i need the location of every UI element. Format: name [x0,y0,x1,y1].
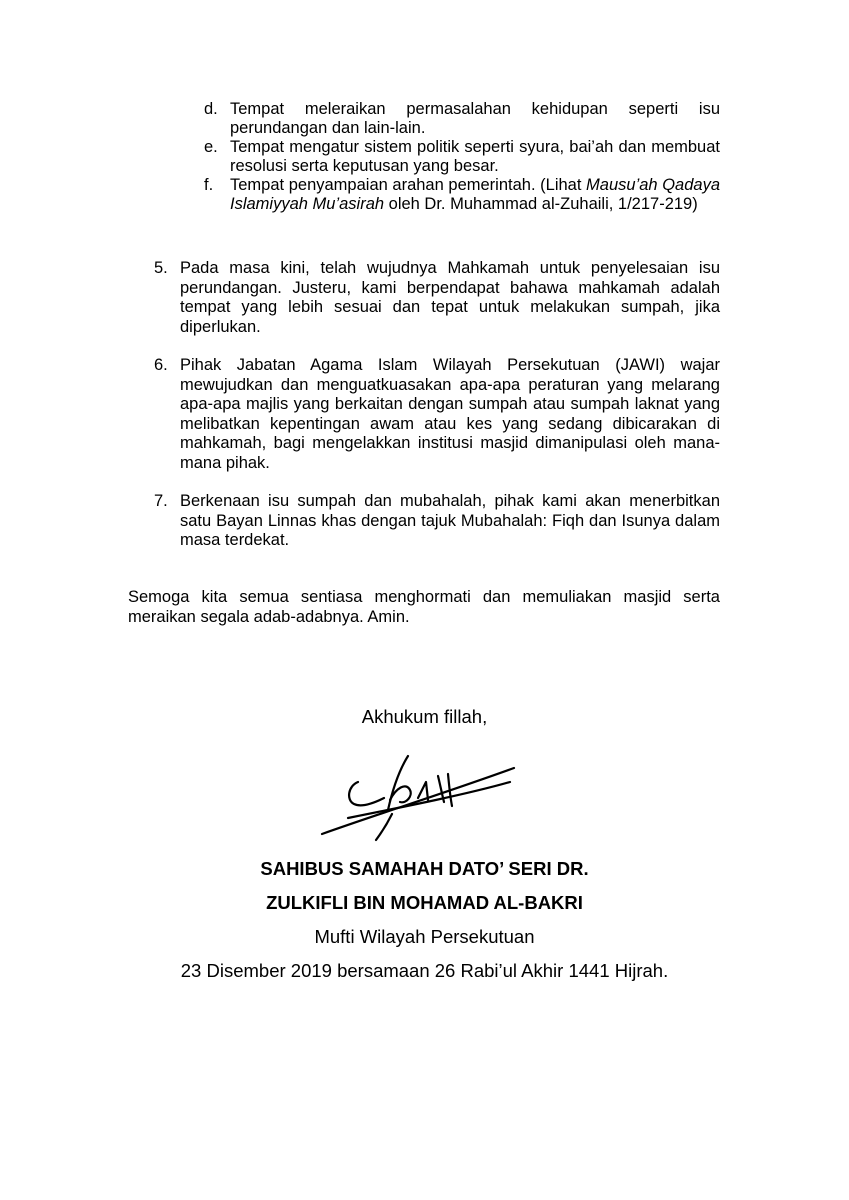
main-item-text: Pada masa kini, telah wujudnya Mahkamah untuk penyelesaian isu perundangan. Justeru, kami berpendapat bahawa mahkamah adalah tempat yang lebih sesuai dan tepat untuk melakukan sumpah, jika diperlukan. [180,259,720,336]
sub-item-text-tail: oleh Dr. Muhammad al-Zuhaili, 1/217-219) [384,195,698,213]
main-item-6 [154,356,720,473]
signature-icon [318,752,518,842]
main-item-text: Pihak Jabatan Agama Islam Wilayah Persekutuan (JAWI) wajar mewujudkan dan menguatkuasakan apa-apa peraturan yang melarang apa-apa majlis yang berkaitan dengan sumpah atau sumpah laknat yang melibatkan kepentingan awam atau kes yang sedang dibicarakan di mahkamah, bagi mengelakkan institusi masjid dimanipulasi oleh mana-mana pihak. [180,356,720,472]
sub-list [204,100,720,214]
salutation [0,706,849,728]
main-item-7 [154,492,720,551]
sub-item-f [204,176,720,214]
sub-item-text: Tempat mengatur sistem politik seperti syura, bai’ah dan membuat resolusi serta keputusan yang besar. [230,138,720,175]
signatory-position: Mufti Wilayah Persekutuan [314,926,535,947]
list-marker: 6. [154,356,168,374]
book-title: Mausu’ah Qadaya Islamiyyah Mu’asirah [230,176,720,213]
signatory-title: SAHIBUS SAMAHAH DATO’ SERI DR. [260,858,589,879]
main-item-text: Berkenaan isu sumpah dan mubahalah, pihak kami akan menerbitkan satu Bayan Linnas khas dengan tajuk Mubahalah: Fiqh dan Isunya dalam masa terdekat. [180,492,720,549]
list-marker: e. [204,138,218,156]
main-list [154,259,720,551]
signatory-name: ZULKIFLI BIN MOHAMAD AL-BAKRI [266,892,583,913]
list-marker: 5. [154,259,168,277]
main-item-5 [154,259,720,337]
salutation-text: Akhukum fillah, [361,706,488,727]
document-date: 23 Disember 2019 bersamaan 26 Rabi’ul Akhir 1441 Hijrah. [180,960,669,981]
sub-item-text: Tempat penyampaian arahan pemerintah. (Lihat [230,176,587,194]
sub-item-text: Tempat meleraikan permasalahan kehidupan seperti isu perundangan dan lain-lain. [230,100,720,137]
list-marker: d. [204,100,218,118]
sub-item-d [204,100,720,138]
sub-item-e [204,138,720,176]
list-marker: f. [204,176,214,194]
closing-paragraph: Semoga kita semua sentiasa menghormati dan memuliakan masjid serta meraikan segala adab-adabnya. Amin. [128,588,720,626]
list-marker: 7. [154,492,168,510]
